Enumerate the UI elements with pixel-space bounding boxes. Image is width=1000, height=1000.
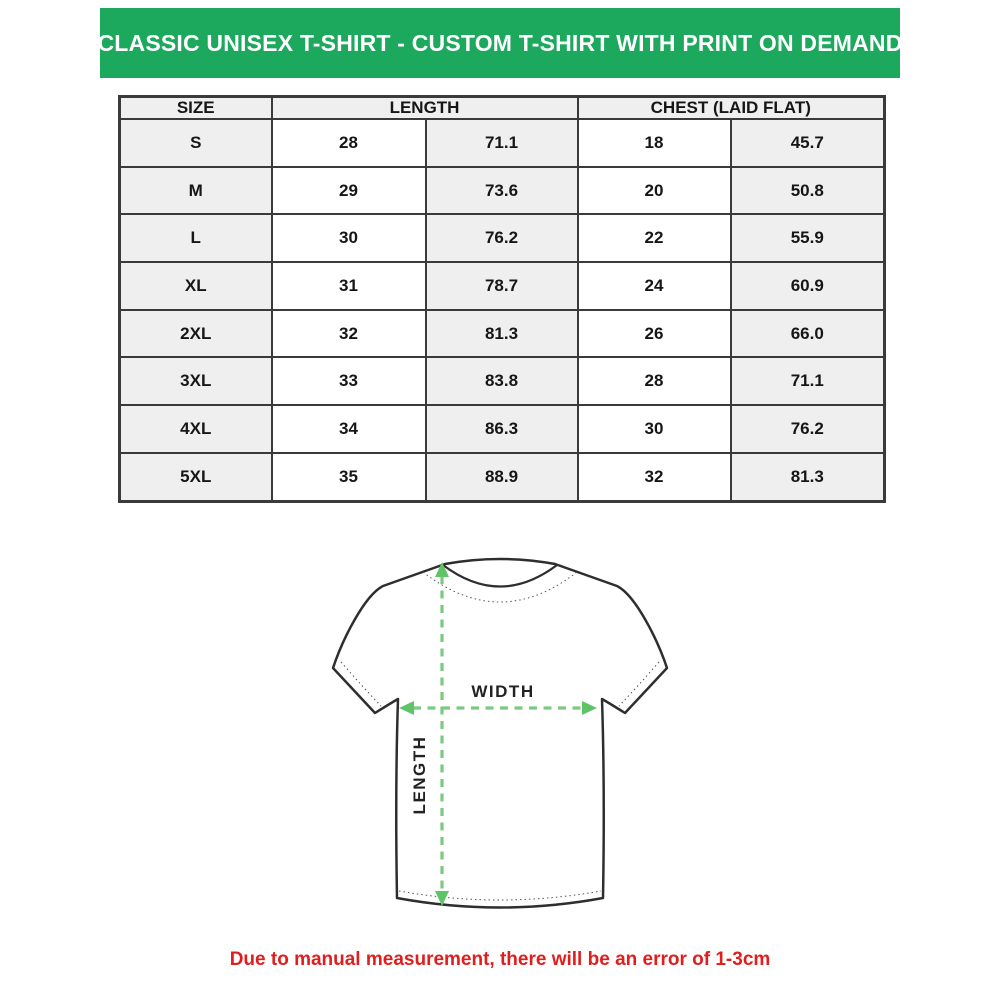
length-in: 34	[272, 405, 426, 453]
page-title: CLASSIC UNISEX T-SHIRT - CUSTOM T-SHIRT WITH PRINT ON DEMAND	[97, 29, 903, 56]
width-label: WIDTH	[471, 682, 535, 701]
chest-in: 32	[578, 453, 731, 502]
length-in: 29	[272, 167, 426, 215]
chest-cm: 60.9	[731, 262, 885, 310]
size-label: 2XL	[120, 310, 272, 358]
length-cm: 81.3	[426, 310, 578, 358]
length-cm: 76.2	[426, 214, 578, 262]
length-cm: 73.6	[426, 167, 578, 215]
table-row	[120, 262, 885, 310]
table-row	[120, 453, 885, 502]
chest-cm: 76.2	[731, 405, 885, 453]
length-in: 31	[272, 262, 426, 310]
table-row	[120, 214, 885, 262]
chest-in: 18	[578, 119, 731, 167]
chest-cm: 66.0	[731, 310, 885, 358]
length-cm: 71.1	[426, 119, 578, 167]
tshirt-measurement-diagram	[325, 550, 675, 940]
size-label: 3XL	[120, 357, 272, 405]
chest-in: 24	[578, 262, 731, 310]
measurement-error-note: Due to manual measurement, there will be an error of 1-3cm	[229, 949, 771, 970]
length-cm: 78.7	[426, 262, 578, 310]
length-cm: 83.8	[426, 357, 578, 405]
table-row	[120, 119, 885, 167]
size-label: 4XL	[120, 405, 272, 453]
chest-cm: 45.7	[731, 119, 885, 167]
length-in: 30	[272, 214, 426, 262]
column-header-size: SIZE	[120, 97, 272, 120]
chest-cm: 81.3	[731, 453, 885, 502]
length-label: LENGTH	[410, 735, 429, 815]
table-header-row	[120, 97, 885, 120]
table-row	[120, 357, 885, 405]
chest-in: 20	[578, 167, 731, 215]
length-in: 32	[272, 310, 426, 358]
chest-in: 28	[578, 357, 731, 405]
table-row	[120, 167, 885, 215]
title-banner	[97, 8, 903, 78]
tshirt-outline	[333, 559, 667, 908]
table-row	[120, 405, 885, 453]
chest-in: 26	[578, 310, 731, 358]
length-in: 35	[272, 453, 426, 502]
size-label: L	[120, 214, 272, 262]
chest-cm: 71.1	[731, 357, 885, 405]
size-label: S	[120, 119, 272, 167]
length-in: 33	[272, 357, 426, 405]
column-header-chest: CHEST (LAID FLAT)	[578, 97, 885, 120]
length-in: 28	[272, 119, 426, 167]
chest-in: 30	[578, 405, 731, 453]
length-cm: 86.3	[426, 405, 578, 453]
size-label: M	[120, 167, 272, 215]
length-cm: 88.9	[426, 453, 578, 502]
chest-in: 22	[578, 214, 731, 262]
size-chart-table	[118, 95, 886, 503]
chest-cm: 55.9	[731, 214, 885, 262]
size-label: XL	[120, 262, 272, 310]
chest-cm: 50.8	[731, 167, 885, 215]
size-label: 5XL	[120, 453, 272, 502]
table-row	[120, 310, 885, 358]
column-header-length: LENGTH	[272, 97, 578, 120]
